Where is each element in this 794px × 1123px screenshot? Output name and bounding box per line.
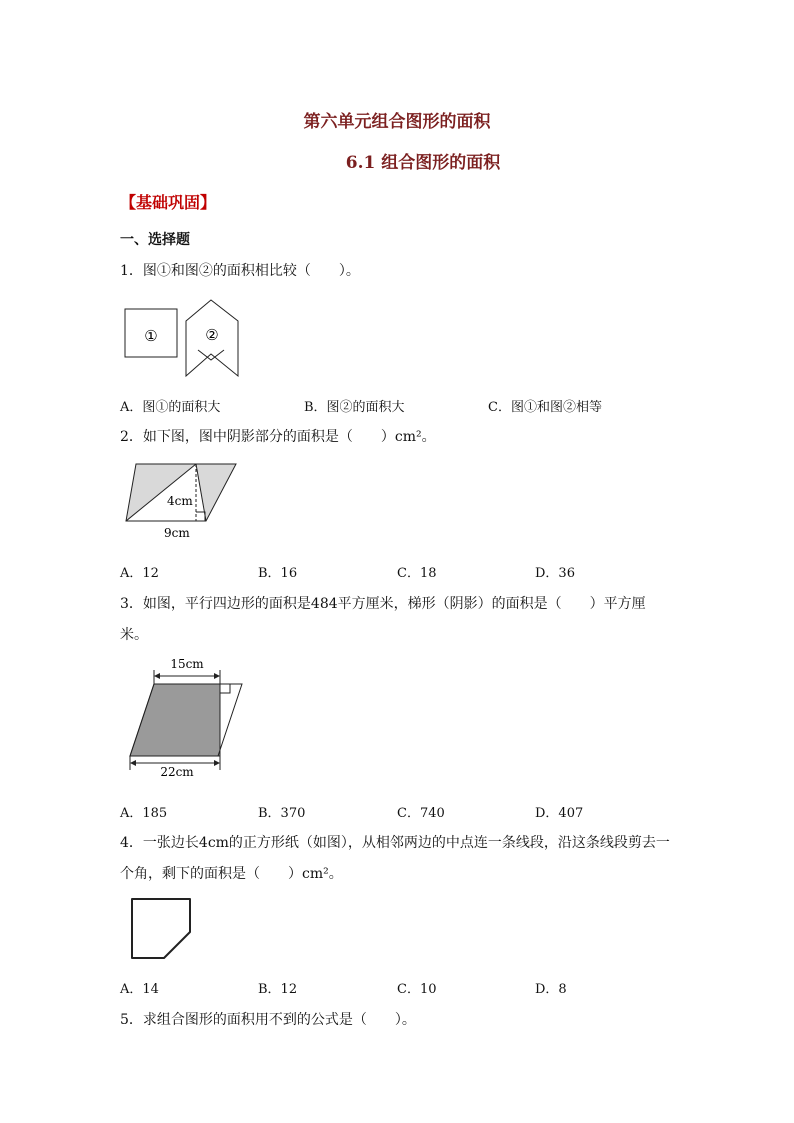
square-label: ① xyxy=(144,327,158,345)
section-heading: 【基础巩固】 xyxy=(120,193,217,212)
bottom-arrow-left xyxy=(130,760,136,766)
question-1-figure xyxy=(120,298,250,382)
question-2-text: 2．如下图，图中阴影部分的面积是（ ）cm²。 xyxy=(120,429,436,445)
lesson-title: 6.1 组合图形的面积 xyxy=(345,153,501,173)
q3-option-b[interactable]: B．370 xyxy=(258,806,306,821)
base-label: 9cm xyxy=(164,526,190,540)
unit-title: 第六单元组合图形的面积 xyxy=(303,112,491,132)
question-1-text: 1．图①和图②的面积相比较（ ）。 xyxy=(120,263,360,279)
q3-option-d[interactable]: D．407 xyxy=(535,806,584,821)
right-angle-mark xyxy=(196,512,205,521)
bottom-arrow-right xyxy=(214,760,220,766)
question-4-figure xyxy=(126,894,198,966)
q4-option-b[interactable]: B．12 xyxy=(258,982,298,997)
arrow-inner-v xyxy=(198,350,224,360)
q1-option-b[interactable]: B．图②的面积大 xyxy=(304,400,405,415)
bottom-label: 22cm xyxy=(160,765,194,779)
part-heading: 一、选择题 xyxy=(120,232,190,248)
q4-option-a[interactable]: A．14 xyxy=(120,982,159,997)
question-5-text: 5．求组合图形的面积用不到的公式是（ ）。 xyxy=(120,1012,416,1028)
shaded-trapezoid xyxy=(130,684,220,756)
q3-option-c[interactable]: C．740 xyxy=(397,806,445,821)
top-label: 15cm xyxy=(170,657,204,671)
height-label: 4cm xyxy=(167,494,193,508)
question-4-text-line2: 个角，剩下的面积是（ ）cm²。 xyxy=(120,866,343,882)
top-arrow-left xyxy=(154,673,160,679)
question-4-text-line1: 4．一张边长4cm的正方形纸（如图），从相邻两边的中点连一条线段，沿这条线段剪去一 xyxy=(120,835,670,851)
q3-option-a[interactable]: A．185 xyxy=(120,806,168,821)
arrow-label: ② xyxy=(205,326,219,344)
top-arrow-right xyxy=(214,673,220,679)
q2-option-a[interactable]: A．12 xyxy=(120,566,159,581)
question-2-figure xyxy=(120,460,250,542)
q1-option-c[interactable]: C．图①和图②相等 xyxy=(488,400,602,415)
q1-option-a[interactable]: A．图①的面积大 xyxy=(120,400,221,415)
right-angle-mark xyxy=(220,684,230,693)
question-3-figure xyxy=(122,652,252,782)
cut-square-shape xyxy=(132,899,190,958)
q2-option-c[interactable]: C．18 xyxy=(397,566,437,581)
q4-option-c[interactable]: C．10 xyxy=(397,982,437,997)
question-3-text-line1: 3．如图，平行四边形的面积是484平方厘米，梯形（阴影）的面积是（ ）平方厘 xyxy=(120,596,646,612)
q2-option-d[interactable]: D．36 xyxy=(535,566,575,581)
question-3-text-line2: 米。 xyxy=(120,627,148,643)
q2-option-b[interactable]: B．16 xyxy=(258,566,298,581)
q4-option-d[interactable]: D．8 xyxy=(535,982,567,997)
